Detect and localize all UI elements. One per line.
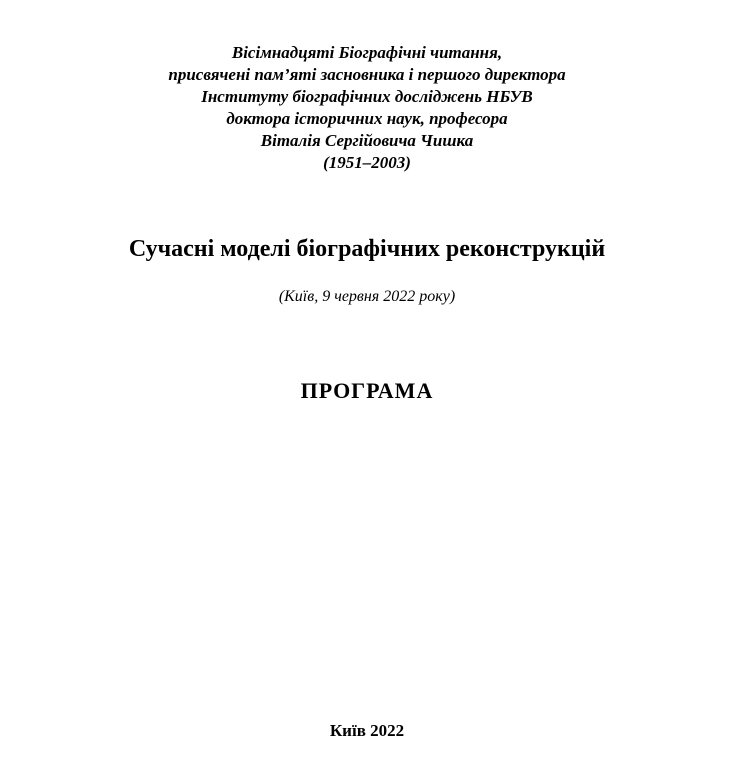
header-line-3: Інституту біографічних досліджень НБУВ bbox=[201, 87, 533, 106]
footer-place-year: Київ 2022 bbox=[329, 721, 405, 740]
header-line-4: доктора історичних наук, професора bbox=[226, 109, 508, 128]
event-date: (Київ, 9 червня 2022 року) bbox=[278, 288, 456, 305]
section-heading: ПРОГРАМА bbox=[300, 378, 434, 403]
header-line-2: присвячені пам’яті засновника і першого директора bbox=[168, 65, 566, 84]
header-line-5: Віталія Сергійовича Чишка bbox=[260, 131, 474, 150]
dedication-header bbox=[0, 42, 734, 174]
header-line-6: (1951–2003) bbox=[323, 153, 411, 172]
document-title: Сучасні моделі біографічних реконструкцій bbox=[128, 236, 606, 262]
header-line-1: Вісімнадцяті Біографічні читання, bbox=[231, 43, 503, 62]
